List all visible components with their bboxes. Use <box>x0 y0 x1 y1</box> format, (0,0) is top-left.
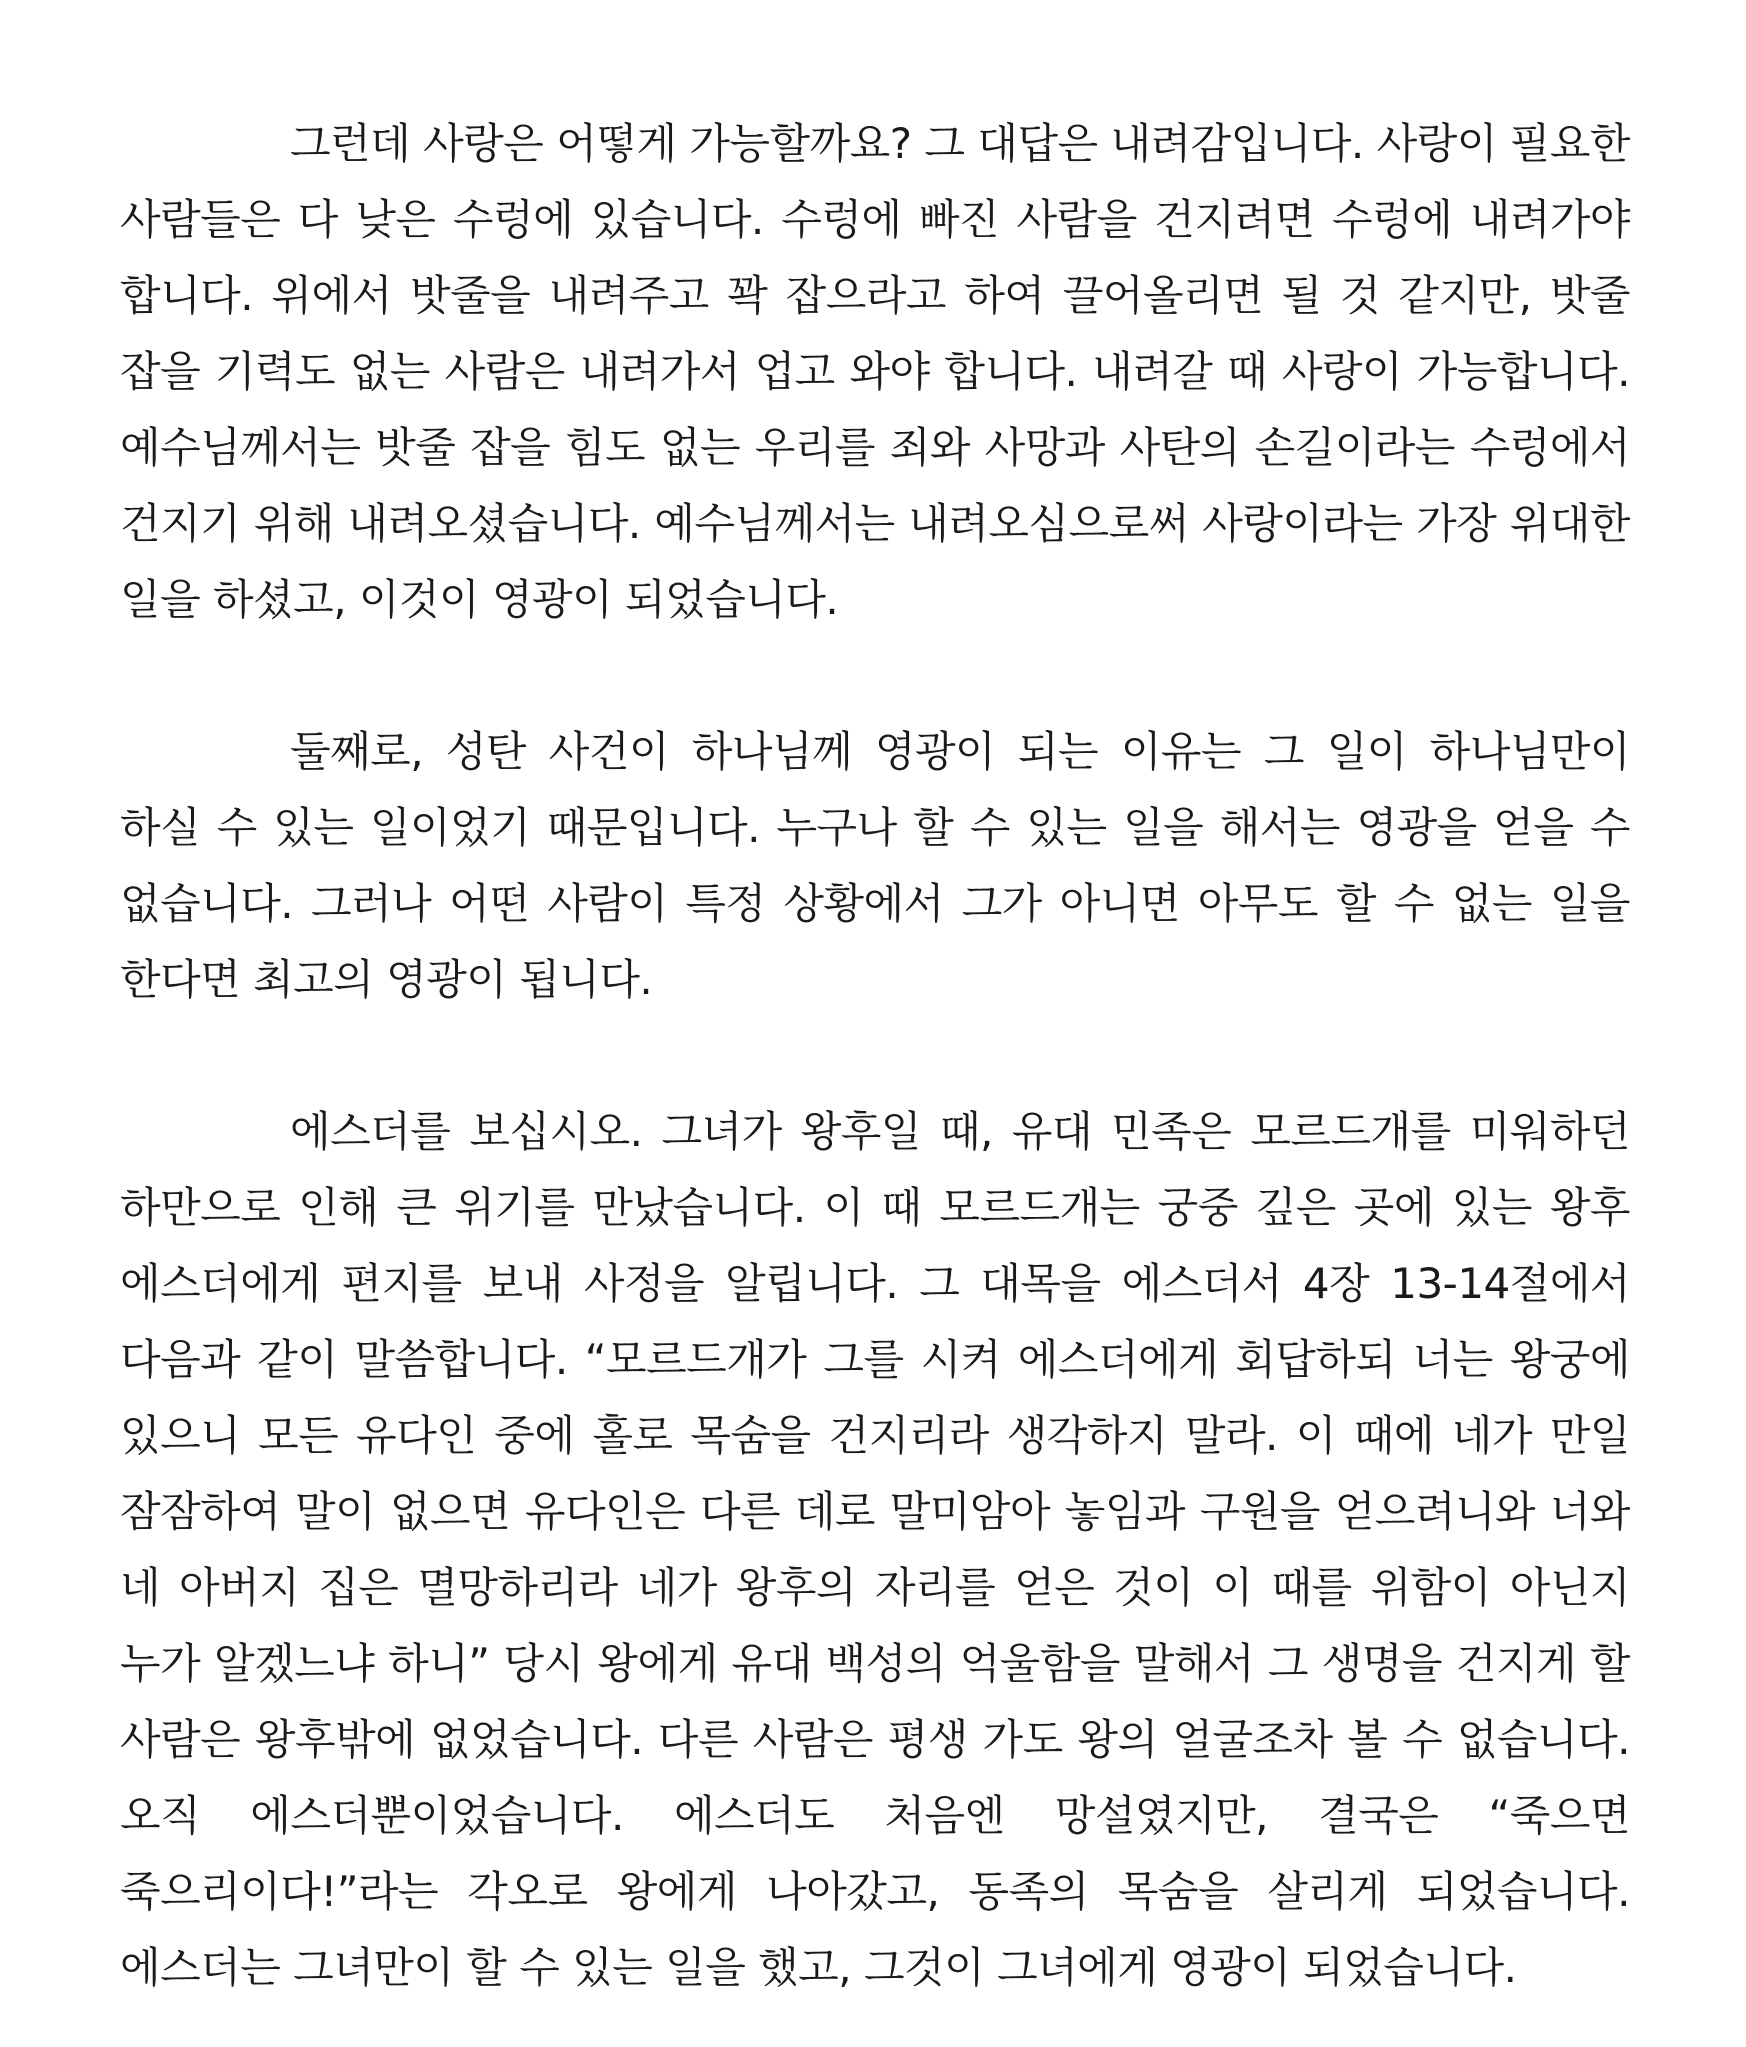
document-body <box>120 106 1630 2006</box>
paragraph-love-descent: 그런데 사랑은 어떻게 가능할까요? 그 대답은 내려감입니다. 사랑이 필요한 사람들은 다 낮은 수렁에 있습니다. 수렁에 빠진 사람을 건지려면 수렁에 내려가야 합니다. 위에서 밧줄을 내려주고 꽉 잡으라고 하여 끌어올리면 될 것 같지만, 밧줄 잡을 기력도 없는 사람은 내려가서 업고 와야 합니다. 내려갈 때 사랑이 가능합니다. 예수님께서는 밧줄 잡을 힘도 없는 우리를 죄와 사망과 사탄의 손길이라는 수렁에서 건지기 위해 내려오셨습니다. 예수님께서는 내려오심으로써 사랑이라는 가장 위대한 일을 하셨고, 이것이 영광이 되었습니다. <box>120 119 1630 624</box>
paragraph-esther: 에스더를 보십시오. 그녀가 왕후일 때, 유대 민족은 모르드개를 미워하던 하만으로 인해 큰 위기를 만났습니다. 이 때 모르드개는 궁중 깊은 곳에 있는 왕후 에스더에게 편지를 보내 사정을 알립니다. 그 대목을 에스더서 4장 13-14절에서 다음과 같이 말씀합니다. “모르드개가 그를 시켜 에스더에게 회답하되 너는 왕궁에 있으니 모든 유다인 중에 홀로 목숨을 건지리라 생각하지 말라. 이 때에 네가 만일 잠잠하여 말이 없으면 유다인은 다른 데로 말미암아 놓임과 구원을 얻으려니와 너와 네 아버지 집은 멸망하리라 네가 왕후의 자리를 얻은 것이 이 때를 위함이 아닌지 누가 알겠느냐 하니” 당시 왕에게 유대 백성의 억울함을 말해서 그 생명을 건지게 할 사람은 왕후밖에 없었습니다. 다른 사람은 평생 가도 왕의 얼굴조차 볼 수 없습니다. 오직 에스더뿐이었습니다. 에스더도 처음엔 망설였지만, 결국은 “죽으면 죽으리이다!”라는 각오로 왕에게 나아갔고, 동족의 목숨을 살리게 되었습니다. 에스더는 그녀만이 할 수 있는 일을 했고, 그것이 그녀에게 영광이 되었습니다. <box>120 1107 1630 1992</box>
paragraph-only-god: 둘째로, 성탄 사건이 하나님께 영광이 되는 이유는 그 일이 하나님만이 하실 수 있는 일이었기 때문입니다. 누구나 할 수 있는 일을 해서는 영광을 얻을 수 없습니다. 그러나 어떤 사람이 특정 상황에서 그가 아니면 아무도 할 수 없는 일을 한다면 최고의 영광이 됩니다. <box>120 727 1630 1004</box>
